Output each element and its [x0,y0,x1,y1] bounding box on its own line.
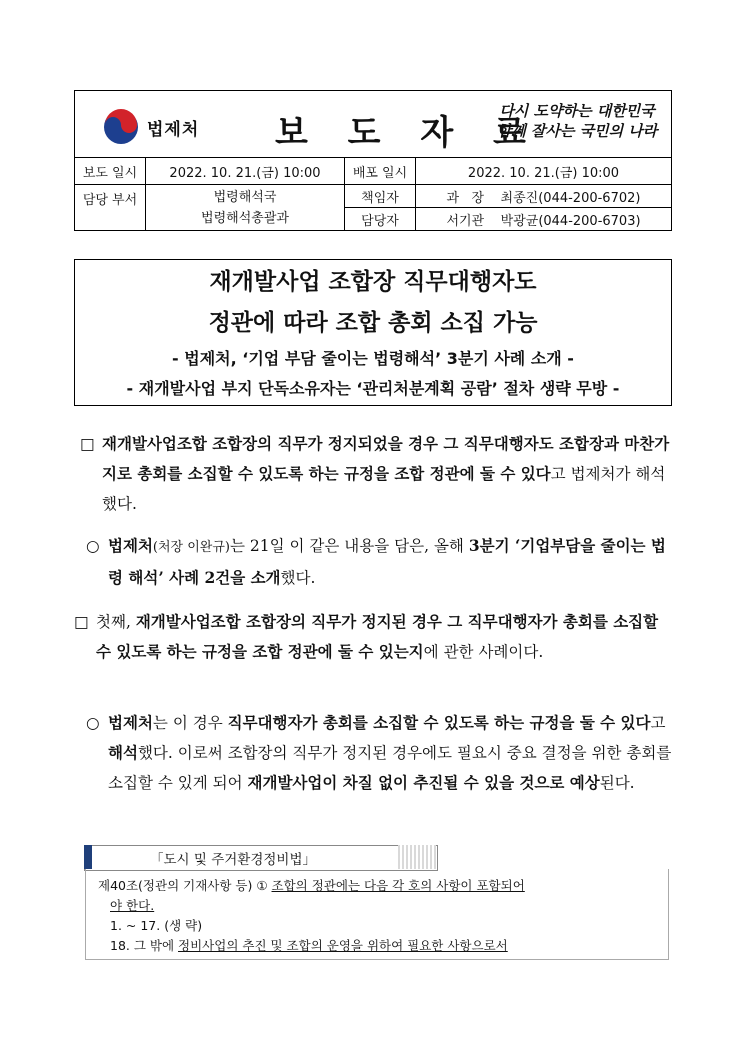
press-release-title: 보 도 자 료 [275,113,540,153]
p3-text-2: 에 관한 사례이다. [423,643,544,661]
headline-line-2: 정관에 따라 조합 총회 소집 가능 [208,310,538,336]
law-line-4-prefix: 18. 그 밖에 [110,938,179,953]
p2-small-1: (처장 이완규) [152,540,230,555]
body-paragraph-4 [86,708,676,798]
dist-date-value: 2022. 10. 21.(금) 10:00 [416,158,672,185]
responsible-label: 책임자 [345,185,416,208]
law-line-2 [98,896,658,916]
p1-bold-text: 재개발사업조합 조합장의 직무가 정지되었을 경우 그 직무대행자도 조합장과 마찬가지로 총회를 소집할 수 있도록 하는 규정을 조합 정관에 둘 수 있다 [102,434,670,483]
p4-bold-1: 법제처 [108,713,153,732]
p4-text-2: 고 [650,714,666,732]
p4-text-3: 했다. 이로써 조합장의 직무가 정지된 경우에도 필요시 중요 결정을 위한 총회를 소집할 수 있게 되어 [108,744,672,792]
p1-text: 고 법제처가 해석했다. [102,465,666,513]
press-header-table [74,90,672,231]
body-paragraph-3 [74,607,674,667]
circle-bullet: ○ [86,537,100,555]
responsible-value: 과 장 최종진(044-200-6702) [416,185,672,208]
p3-bold-1: 재개발사업조합 조합장의 직무가 정지된 경우 그 직무대행자가 총회를 소집할 수 있도록 하는 규정을 조합 정관에 둘 수 있는지 [96,612,659,661]
p4-text-4: 된다. [599,774,635,792]
p4-bold-4: 재개발사업이 차질 없이 추진될 수 있을 것으로 예상 [247,773,600,792]
dist-date-label: 배포 일시 [345,158,416,185]
p2-bold-2: 3분기 ‘기업부담을 줄이는 법령 해석’ 사례 2건을 소개 [108,536,666,587]
p4-text-1: 는 이 경우 [152,714,228,732]
p2-text-2: 했다. [280,569,316,587]
government-slogan [487,101,667,141]
law-line-1 [98,876,658,896]
law-excerpt-text [98,876,658,956]
agency-logo [103,109,199,145]
report-date-label: 보도 일시 [75,158,146,185]
law-line-2-underlined: 야 한다. [110,898,155,913]
law-header-stripes [398,845,436,869]
agency-name: 법제처 [147,119,200,140]
slogan-line-2: 함께 잘사는 국민의 나라 [496,122,658,140]
square-bullet: □ [74,613,89,631]
circle-bullet: ○ [86,714,100,732]
p3-text-1: 첫째, [96,613,136,631]
headline-box [74,259,672,406]
law-article-heading: 제40조(정관의 기재사항 등) ① [98,878,272,893]
p2-bold-1: 법제처 [108,536,153,555]
header-banner [75,91,672,158]
law-line-3: 1. ~ 17. (생 략) [110,918,203,933]
slogan-line-1: 다시 도약하는 대한민국 [499,102,655,120]
p4-bold-2: 직무대행자가 총회를 소집할 수 있도록 하는 규정을 둘 수 있다 [227,713,651,732]
subheadline-2: - 재개발사업 부지 단독소유자는 ‘관리처분계획 공람’ 절차 생략 무방 - [126,379,620,398]
staff-label: 담당자 [345,208,416,231]
law-title: 「도시 및 주거환경정비법」 [150,852,316,868]
staff-value: 서기관 박광균(044-200-6703) [416,208,672,231]
dept-line-2: 법령해석총괄과 [201,210,289,226]
headline-line-1: 재개발사업 조합장 직무대행자도 [209,269,537,295]
body-paragraph-1 [80,429,675,519]
dept-value [146,185,345,231]
report-date-value: 2022. 10. 21.(금) 10:00 [146,158,345,185]
p2-text-1: 는 21일 이 같은 내용을 담은, 올해 [230,537,469,555]
dept-label: 담당 부서 [75,185,146,231]
subheadline-1: - 법제처, ‘기업 부담 줄이는 법령해석’ 3분기 사례 소개 - [172,349,574,368]
p4-bold-3: 해석 [108,743,138,762]
body-paragraph-2 [86,531,676,593]
dept-line-1: 법령해석국 [213,189,277,205]
law-line-4 [98,936,658,956]
law-line-1-underlined: 조합의 정관에는 다음 각 호의 사항이 포함되어 [271,878,525,893]
law-line-4-underlined: 정비사업의 추진 및 조합의 운영을 위하여 필요한 사항으로서 [178,938,508,953]
square-bullet: □ [80,435,95,453]
law-header-accent-bar [84,845,92,869]
taegeuk-emblem-icon [103,109,139,145]
